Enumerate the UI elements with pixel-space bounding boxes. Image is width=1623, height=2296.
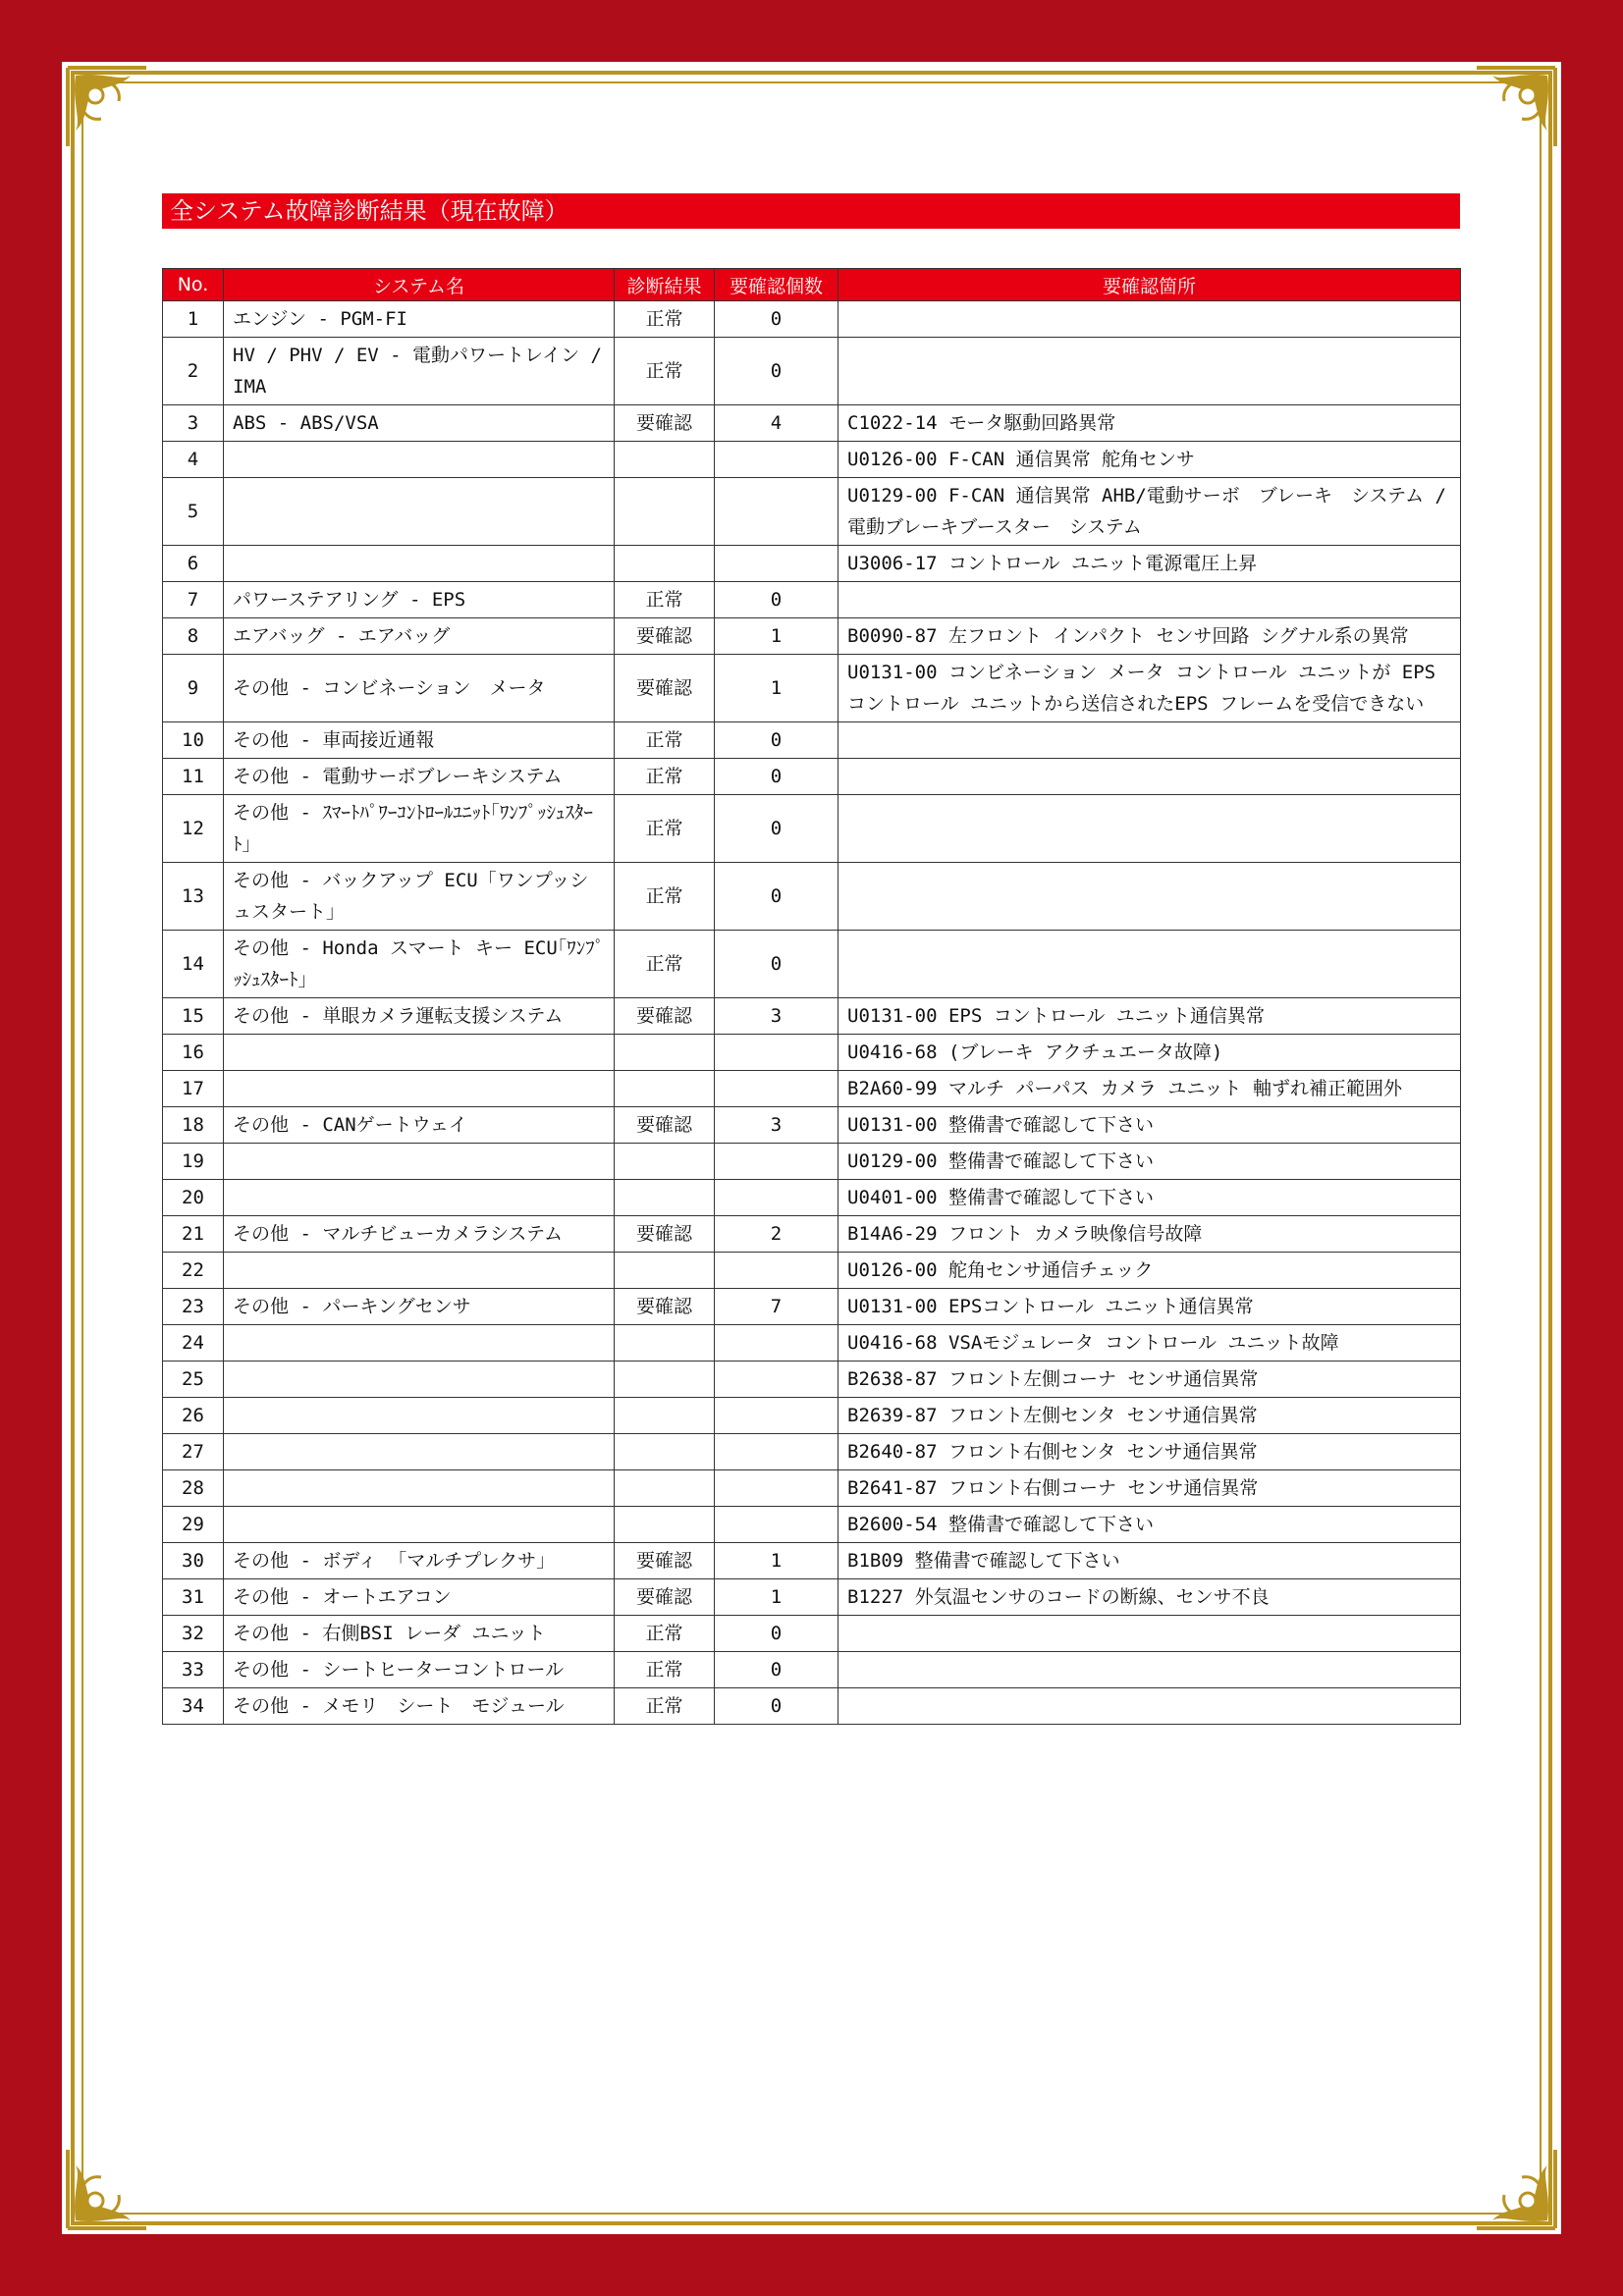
system-name-cell: [224, 442, 615, 478]
row-no-cell: 30: [163, 1543, 224, 1579]
table-row: [163, 1398, 1461, 1434]
check-count-cell: [715, 1180, 839, 1216]
check-count-cell: [715, 1071, 839, 1107]
check-count-cell: 0: [715, 1652, 839, 1688]
diagnosis-result-cell: 要確認: [615, 1107, 715, 1144]
table-row: [163, 1616, 1461, 1652]
check-detail-cell: [839, 1616, 1461, 1652]
row-no-cell: 34: [163, 1688, 224, 1725]
table-row: [163, 863, 1461, 931]
system-name-cell: その他 - メモリ シート モジュール: [224, 1688, 615, 1725]
check-detail-cell: U0126-00 舵角センサ通信チェック: [839, 1253, 1461, 1289]
diagnosis-result-cell: [615, 1035, 715, 1071]
row-no-cell: 13: [163, 863, 224, 931]
check-count-cell: [715, 1362, 839, 1398]
diagnosis-result-cell: [615, 1180, 715, 1216]
system-name-cell: その他 - CANゲートウェイ: [224, 1107, 615, 1144]
diagnosis-result-cell: 正常: [615, 1616, 715, 1652]
table-row: [163, 1470, 1461, 1507]
check-count-cell: 1: [715, 655, 839, 722]
row-no-cell: 25: [163, 1362, 224, 1398]
row-no-cell: 14: [163, 931, 224, 998]
diagnosis-result-cell: [615, 546, 715, 582]
ornament-corner-icon: [62, 62, 152, 152]
system-name-cell: [224, 1325, 615, 1362]
check-count-cell: 3: [715, 998, 839, 1035]
diagnosis-result-cell: [615, 1253, 715, 1289]
check-detail-cell: U0129-00 F-CAN 通信異常 AHB/電動サーボ ブレーキ システム /電動ブレーキブースター システム: [839, 478, 1461, 546]
ornament-corner-icon: [1471, 2144, 1561, 2234]
diagnosis-result-cell: 正常: [615, 931, 715, 998]
check-detail-cell: B0090-87 左フロント インパクト センサ回路 シグナル系の異常: [839, 618, 1461, 655]
row-no-cell: 16: [163, 1035, 224, 1071]
table-row: [163, 931, 1461, 998]
diagnosis-result-cell: 正常: [615, 795, 715, 863]
diagnosis-result-cell: [615, 442, 715, 478]
check-count-cell: 0: [715, 863, 839, 931]
row-no-cell: 27: [163, 1434, 224, 1470]
check-detail-cell: [839, 722, 1461, 759]
check-count-cell: 0: [715, 1616, 839, 1652]
diagnosis-result-cell: [615, 1144, 715, 1180]
check-detail-cell: B2A60-99 マルチ パーパス カメラ ユニット 軸ずれ補正範囲外: [839, 1071, 1461, 1107]
system-name-cell: [224, 478, 615, 546]
row-no-cell: 32: [163, 1616, 224, 1652]
table-row: [163, 722, 1461, 759]
check-detail-cell: [839, 795, 1461, 863]
row-no-cell: 31: [163, 1579, 224, 1616]
table-row: [163, 1325, 1461, 1362]
diagnosis-result-cell: 要確認: [615, 618, 715, 655]
table-row: [163, 1579, 1461, 1616]
check-count-cell: 0: [715, 301, 839, 338]
diagnosis-result-cell: 正常: [615, 338, 715, 405]
check-count-cell: [715, 1470, 839, 1507]
report-title: 全システム故障診断結果（現在故障）: [162, 193, 1460, 229]
diagnosis-result-cell: [615, 1398, 715, 1434]
table-row: [163, 759, 1461, 795]
row-no-cell: 23: [163, 1289, 224, 1325]
check-detail-cell: [839, 1688, 1461, 1725]
diagnosis-result-cell: 要確認: [615, 405, 715, 442]
diagnosis-result-cell: [615, 1362, 715, 1398]
system-name-cell: [224, 1035, 615, 1071]
system-name-cell: [224, 1398, 615, 1434]
check-detail-cell: [839, 301, 1461, 338]
diagnosis-result-cell: 要確認: [615, 1579, 715, 1616]
row-no-cell: 17: [163, 1071, 224, 1107]
table-row: [163, 1180, 1461, 1216]
table-row: [163, 442, 1461, 478]
check-detail-cell: U0126-00 F-CAN 通信異常 舵角センサ: [839, 442, 1461, 478]
table-row: [163, 582, 1461, 618]
check-count-cell: 0: [715, 722, 839, 759]
system-name-cell: エアバッグ - エアバッグ: [224, 618, 615, 655]
check-detail-cell: B2640-87 フロント右側センタ センサ通信異常: [839, 1434, 1461, 1470]
table-row: [163, 546, 1461, 582]
check-count-cell: 0: [715, 795, 839, 863]
check-count-cell: [715, 1398, 839, 1434]
system-name-cell: [224, 1470, 615, 1507]
check-detail-cell: U0131-00 EPS コントロール ユニット通信異常: [839, 998, 1461, 1035]
check-count-cell: 1: [715, 1543, 839, 1579]
table-row: [163, 1216, 1461, 1253]
check-count-cell: 0: [715, 1688, 839, 1725]
row-no-cell: 8: [163, 618, 224, 655]
table-row: [163, 301, 1461, 338]
row-no-cell: 1: [163, 301, 224, 338]
system-name-cell: パワーステアリング - EPS: [224, 582, 615, 618]
table-row: [163, 1652, 1461, 1688]
check-detail-cell: B1B09 整備書で確認して下さい: [839, 1543, 1461, 1579]
row-no-cell: 19: [163, 1144, 224, 1180]
row-no-cell: 18: [163, 1107, 224, 1144]
check-count-cell: [715, 442, 839, 478]
check-count-cell: [715, 1253, 839, 1289]
ornament-corner-icon: [62, 2144, 152, 2234]
diagnosis-result-cell: [615, 1507, 715, 1543]
system-name-cell: その他 - 右側BSI レーダ ユニット: [224, 1616, 615, 1652]
row-no-cell: 6: [163, 546, 224, 582]
check-count-cell: 0: [715, 582, 839, 618]
check-detail-cell: [839, 338, 1461, 405]
check-detail-cell: U0131-00 EPSコントロール ユニット通信異常: [839, 1289, 1461, 1325]
diagnosis-result-cell: 要確認: [615, 998, 715, 1035]
check-detail-cell: B2639-87 フロント左側センタ センサ通信異常: [839, 1398, 1461, 1434]
check-detail-cell: B14A6-29 フロント カメラ映像信号故障: [839, 1216, 1461, 1253]
system-name-cell: その他 - ｽﾏｰﾄﾊﾟﾜｰｺﾝﾄﾛｰﾙﾕﾆｯﾄ｢ﾜﾝﾌﾟｯｼｭｽﾀｰﾄ｣: [224, 795, 615, 863]
diagnosis-result-cell: 正常: [615, 863, 715, 931]
row-no-cell: 15: [163, 998, 224, 1035]
system-name-cell: [224, 1434, 615, 1470]
check-count-cell: 7: [715, 1289, 839, 1325]
row-no-cell: 5: [163, 478, 224, 546]
check-detail-cell: [839, 759, 1461, 795]
system-name-cell: その他 - バックアップ ECU「ワンプッシュスタート」: [224, 863, 615, 931]
system-name-cell: その他 - コンビネーション メータ: [224, 655, 615, 722]
column-header-no: No.: [163, 269, 224, 301]
system-name-cell: [224, 1253, 615, 1289]
table-row: [163, 1071, 1461, 1107]
diagnosis-result-cell: 正常: [615, 582, 715, 618]
check-detail-cell: U0131-00 整備書で確認して下さい: [839, 1107, 1461, 1144]
row-no-cell: 28: [163, 1470, 224, 1507]
table-row: [163, 1507, 1461, 1543]
system-name-cell: その他 - 車両接近通報: [224, 722, 615, 759]
check-count-cell: 1: [715, 1579, 839, 1616]
column-header-detail: 要確認箇所: [839, 269, 1461, 301]
check-detail-cell: B2600-54 整備書で確認して下さい: [839, 1507, 1461, 1543]
diagnosis-result-cell: 正常: [615, 759, 715, 795]
check-detail-cell: U0131-00 コンビネーション メータ コントロール ユニットが EPS コントロール ユニットから送信されたEPS フレームを受信できない: [839, 655, 1461, 722]
table-header-row: [163, 269, 1461, 301]
diagnosis-result-cell: [615, 1325, 715, 1362]
table-row: [163, 1289, 1461, 1325]
system-name-cell: ABS - ABS/VSA: [224, 405, 615, 442]
check-count-cell: 0: [715, 931, 839, 998]
row-no-cell: 24: [163, 1325, 224, 1362]
system-name-cell: [224, 1362, 615, 1398]
check-count-cell: [715, 1434, 839, 1470]
row-no-cell: 3: [163, 405, 224, 442]
table-row: [163, 1253, 1461, 1289]
check-count-cell: 0: [715, 338, 839, 405]
check-count-cell: 0: [715, 759, 839, 795]
diagnosis-result-cell: 要確認: [615, 1543, 715, 1579]
check-detail-cell: U3006-17 コントロール ユニット電源電圧上昇: [839, 546, 1461, 582]
diagnosis-result-cell: 正常: [615, 1688, 715, 1725]
system-name-cell: その他 - オートエアコン: [224, 1579, 615, 1616]
diagnosis-result-cell: 要確認: [615, 1289, 715, 1325]
table-row: [163, 1035, 1461, 1071]
check-detail-cell: [839, 931, 1461, 998]
table-row: [163, 478, 1461, 546]
check-count-cell: [715, 1507, 839, 1543]
row-no-cell: 12: [163, 795, 224, 863]
system-name-cell: その他 - シートヒーターコントロール: [224, 1652, 615, 1688]
system-name-cell: その他 - パーキングセンサ: [224, 1289, 615, 1325]
table-row: [163, 998, 1461, 1035]
system-name-cell: [224, 546, 615, 582]
row-no-cell: 29: [163, 1507, 224, 1543]
check-count-cell: 4: [715, 405, 839, 442]
check-detail-cell: [839, 582, 1461, 618]
system-name-cell: [224, 1180, 615, 1216]
system-name-cell: [224, 1071, 615, 1107]
row-no-cell: 20: [163, 1180, 224, 1216]
row-no-cell: 11: [163, 759, 224, 795]
row-no-cell: 26: [163, 1398, 224, 1434]
diagnosis-result-cell: [615, 1434, 715, 1470]
column-header-system: システム名: [224, 269, 615, 301]
system-name-cell: その他 - 単眼カメラ運転支援システム: [224, 998, 615, 1035]
check-detail-cell: U0416-68 (ブレーキ アクチュエータ故障): [839, 1035, 1461, 1071]
check-detail-cell: U0401-00 整備書で確認して下さい: [839, 1180, 1461, 1216]
check-count-cell: [715, 546, 839, 582]
diagnosis-result-cell: [615, 1071, 715, 1107]
system-name-cell: エンジン - PGM-FI: [224, 301, 615, 338]
diagnosis-result-cell: 正常: [615, 1652, 715, 1688]
column-header-count: 要確認個数: [715, 269, 839, 301]
diagnosis-result-cell: [615, 1470, 715, 1507]
system-name-cell: その他 - ボディ 「マルチプレクサ」: [224, 1543, 615, 1579]
table-row: [163, 338, 1461, 405]
check-count-cell: 2: [715, 1216, 839, 1253]
check-detail-cell: [839, 1652, 1461, 1688]
diagnosis-result-cell: 正常: [615, 722, 715, 759]
table-row: [163, 1362, 1461, 1398]
diagnosis-result-cell: 要確認: [615, 655, 715, 722]
diagnosis-result-cell: [615, 478, 715, 546]
ornament-corner-icon: [1471, 62, 1561, 152]
row-no-cell: 10: [163, 722, 224, 759]
check-count-cell: [715, 1035, 839, 1071]
check-detail-cell: C1022-14 モータ駆動回路異常: [839, 405, 1461, 442]
system-name-cell: HV / PHV / EV - 電動パワートレイン /IMA: [224, 338, 615, 405]
table-row: [163, 1688, 1461, 1725]
row-no-cell: 21: [163, 1216, 224, 1253]
check-detail-cell: U0129-00 整備書で確認して下さい: [839, 1144, 1461, 1180]
check-count-cell: 3: [715, 1107, 839, 1144]
check-detail-cell: B2638-87 フロント左側コーナ センサ通信異常: [839, 1362, 1461, 1398]
table-row: [163, 618, 1461, 655]
table-row: [163, 1434, 1461, 1470]
row-no-cell: 9: [163, 655, 224, 722]
system-name-cell: [224, 1144, 615, 1180]
system-name-cell: その他 - マルチビューカメラシステム: [224, 1216, 615, 1253]
check-detail-cell: B1227 外気温センサのコードの断線、センサ不良: [839, 1579, 1461, 1616]
check-detail-cell: [839, 863, 1461, 931]
system-name-cell: [224, 1507, 615, 1543]
row-no-cell: 2: [163, 338, 224, 405]
check-detail-cell: U0416-68 VSAモジュレータ コントロール ユニット故障: [839, 1325, 1461, 1362]
column-header-result: 診断結果: [615, 269, 715, 301]
check-detail-cell: B2641-87 フロント右側コーナ センサ通信異常: [839, 1470, 1461, 1507]
table-row: [163, 1543, 1461, 1579]
diagnosis-result-cell: 正常: [615, 301, 715, 338]
check-count-cell: [715, 478, 839, 546]
table-row: [163, 1144, 1461, 1180]
table-row: [163, 655, 1461, 722]
table-row: [163, 1107, 1461, 1144]
table-row: [163, 795, 1461, 863]
diagnosis-table: [162, 268, 1461, 1725]
check-count-cell: 1: [715, 618, 839, 655]
system-name-cell: その他 - Honda スマート キー ECU｢ﾜﾝﾌﾟｯｼｭｽﾀｰﾄ｣: [224, 931, 615, 998]
row-no-cell: 4: [163, 442, 224, 478]
check-count-cell: [715, 1144, 839, 1180]
row-no-cell: 7: [163, 582, 224, 618]
diagnosis-result-cell: 要確認: [615, 1216, 715, 1253]
check-count-cell: [715, 1325, 839, 1362]
table-row: [163, 405, 1461, 442]
system-name-cell: その他 - 電動サーボブレーキシステム: [224, 759, 615, 795]
row-no-cell: 33: [163, 1652, 224, 1688]
row-no-cell: 22: [163, 1253, 224, 1289]
